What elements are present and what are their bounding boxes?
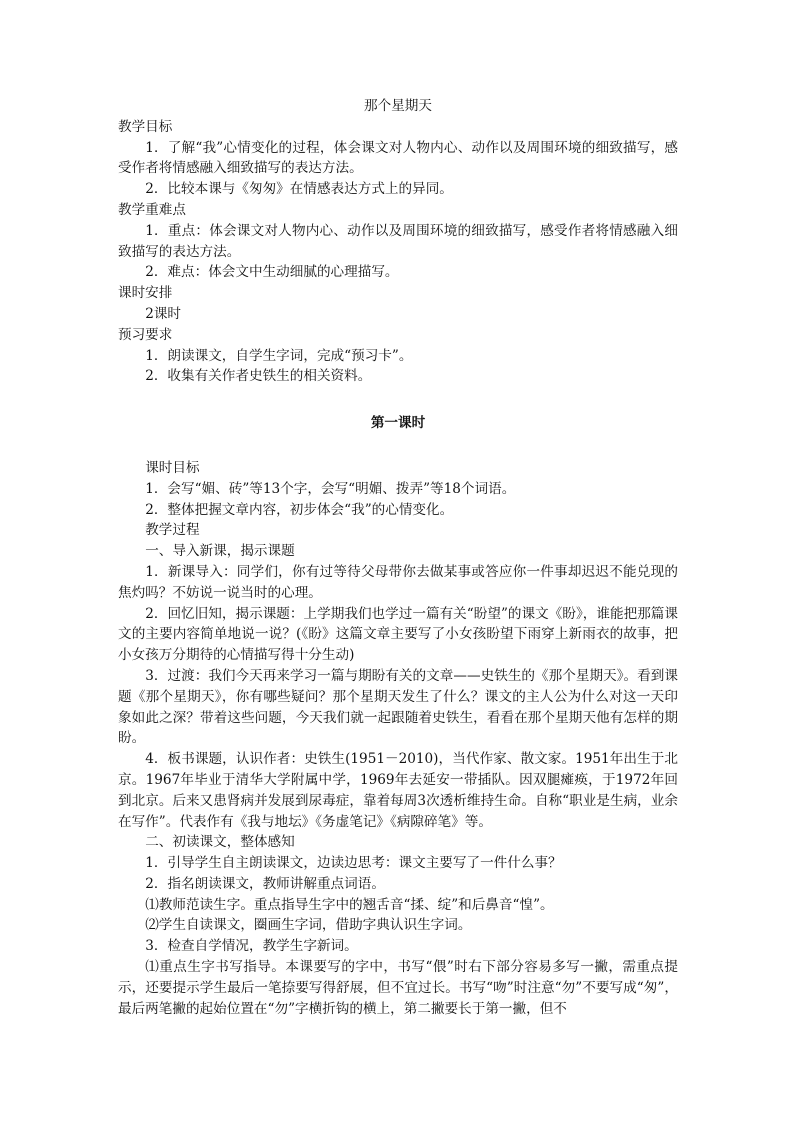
document-title: 那个星期天 xyxy=(364,98,432,114)
paragraph: 3．检查自学情况，教学生字新词。 xyxy=(145,938,358,955)
paragraph: 2．指名朗读课文，教师讲解重点词语。 xyxy=(145,875,385,892)
spacer xyxy=(118,387,678,413)
paragraph: 2课时 xyxy=(145,305,182,322)
spacer xyxy=(118,434,678,458)
paragraph: 1．重点：体会课文对人物内心、动作以及周围环境的细致描写，感受作者将情感融入细致描写的表达方法。 xyxy=(118,222,678,260)
paragraph: ⑵学生自读课文，圈画生字词，借助字典认识生字词。 xyxy=(145,917,472,934)
heading-teaching-goals: 教学目标 xyxy=(118,118,173,135)
paragraph: ⑴重点生字书写指导。本课要写的字中，书写“偎”时右下部分容易多写一撇，需重点提示，还要提示学生最后一笔捺要写得舒展，但不宜过长。书写“吻”时注意“勿”不要写成“匆”，最后两笔撇的起始位置在“勿”字横折钩的横上，第二撇要长于第一撇，但不 xyxy=(118,959,678,1017)
paragraph: 4．板书课题，认识作者：史铁生(1951－2010)，当代作家、散文家。1951年出生于北京。1967年毕业于清华大学附属中学，1969年去延安一带插队。因双腿瘫痪，于1972年回到北京。后来又患肾病并发展到尿毒症，靠着每周3次透析维持生命。自称“职业是生病，业余在写作”。代表作有《我与地坛》《务虚笔记》《病隙碎笔》等。 xyxy=(118,751,678,830)
paragraph: 2．难点：体会文中生动细腻的心理描写。 xyxy=(145,264,399,281)
document-page xyxy=(118,96,678,1019)
paragraph: 1．新课导入：同学们，你有过等待父母带你去做某事或答应你一件事却迟迟不能兑现的焦灼吗？不妨说一说当时的心理。 xyxy=(118,563,678,601)
paragraph: ⑴教师范读生字。重点指导生字中的翘舌音“揉、绽”和后鼻音“惶”。 xyxy=(145,896,554,913)
paragraph: 一、导入新课，揭示课题 xyxy=(145,543,295,560)
paragraph: 二、初读课文，整体感知 xyxy=(145,834,295,851)
paragraph: 2．回忆旧知，揭示课题：上学期我们也学过一篇有关“盼望”的课文《盼》，谁能把那篇课文的主要内容简单地说一说？(《盼》这篇文章主要写了小女孩盼望下雨穿上新雨衣的故事，把小女孩万分期待的心情描写得十分生动) xyxy=(118,605,678,664)
heading-key-points: 教学重难点 xyxy=(118,201,186,218)
paragraph: 3．过渡：我们今天再来学习一篇与期盼有关的文章——史铁生的《那个星期天》。看到课题《那个星期天》，你有哪些疑问？那个星期天发生了什么？课文的主人公为什么对这一天印象如此之深？带着这些问题，今天我们就一起跟随着史铁生，看看在那个星期天他有怎样的期盼。 xyxy=(118,667,678,747)
paragraph: 教学过程 xyxy=(145,522,200,539)
paragraph: 课时目标 xyxy=(145,459,200,476)
paragraph: 1．朗读课文，自学生字词，完成“预习卡”。 xyxy=(145,347,413,364)
heading-preview: 预习要求 xyxy=(118,326,173,343)
heading-schedule: 课时安排 xyxy=(118,285,173,302)
paragraph: 1．会写“媚、砖”等13个字，会写“明媚、拨弄”等18个词语。 xyxy=(145,480,516,497)
paragraph: 2．比较本课与《匆匆》在情感表达方式上的异同。 xyxy=(145,181,453,198)
paragraph: 2．整体把握文章内容，初步体会“我”的心情变化。 xyxy=(145,501,454,518)
section-title: 第一课时 xyxy=(370,415,426,432)
paragraph: 1．引导学生自主朗读课文，边读边思考：课文主要写了一件什么事？ xyxy=(145,855,562,872)
paragraph: 2．收集有关作者史铁生的相关资料。 xyxy=(145,368,372,385)
paragraph: 1．了解“我”心情变化的过程，体会课文对人物内心、动作以及周围环境的细致描写，感受作者将情感融入细致描写的表达方法。 xyxy=(118,139,678,177)
